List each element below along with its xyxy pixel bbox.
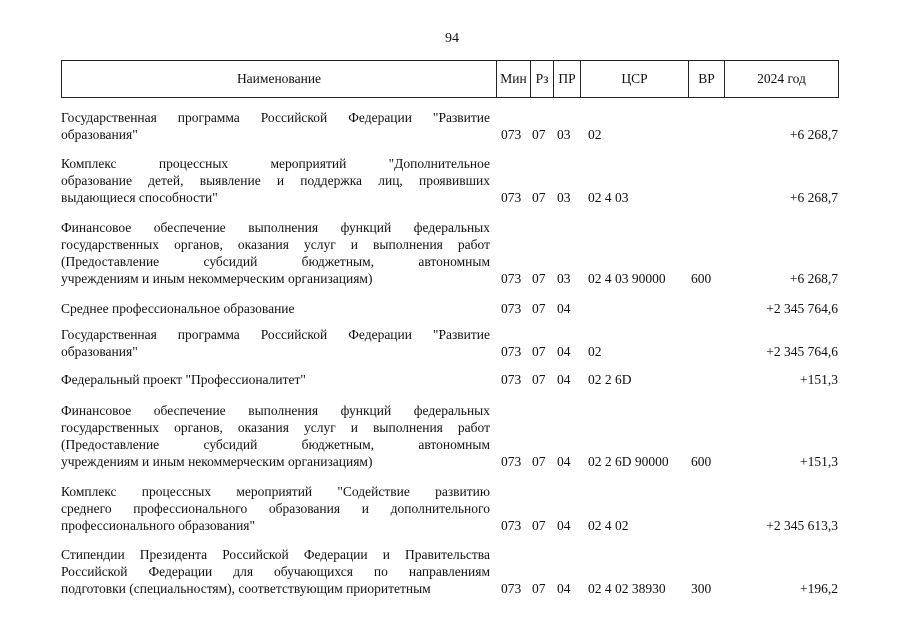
cell-amount: +2 345 764,6 [766, 301, 838, 316]
cell-min: 073 [501, 454, 522, 469]
cell-pr: 03 [557, 190, 571, 205]
row-name [61, 219, 490, 287]
row-name-line: профессионального образования" [61, 518, 256, 533]
cell-csr: 02 4 02 [588, 518, 629, 533]
cell-min: 073 [501, 127, 522, 142]
row-name [61, 326, 490, 360]
cell-min: 073 [501, 190, 522, 205]
cell-vr: 600 [691, 454, 712, 469]
row-name [61, 109, 490, 143]
cell-amount: +151,3 [800, 454, 838, 469]
cell-rz: 07 [532, 344, 546, 359]
cell-min: 073 [501, 518, 522, 533]
row-name-line: Финансовое обеспечение выполнения функций федеральных [61, 220, 490, 235]
cell-rz: 07 [532, 301, 546, 316]
header-name: Наименование [62, 61, 497, 98]
row-name-line: Государственная программа Российской Федерации "Развитие [61, 327, 490, 342]
row-name-line: среднего профессионального образования и дополнительного [61, 501, 490, 516]
row-name-line: (Предоставление субсидий бюджетным, автономным [61, 254, 490, 269]
row-name-line: государственных органов, оказания услуг и выполнения работ [61, 420, 490, 435]
cell-csr: 02 4 03 90000 [588, 271, 666, 286]
cell-pr: 04 [557, 518, 571, 533]
header-vr: ВР [689, 61, 725, 98]
cell-csr: 02 [588, 344, 602, 359]
cell-rz: 07 [532, 271, 546, 286]
cell-rz: 07 [532, 518, 546, 533]
row-name [61, 483, 490, 534]
header-year: 2024 год [725, 61, 839, 98]
cell-pr: 04 [557, 372, 571, 387]
row-name [61, 371, 490, 388]
row-name-line: Среднее профессиональное образование [61, 301, 295, 316]
row-name-line: образования" [61, 344, 138, 359]
cell-csr: 02 [588, 127, 602, 142]
header-min: Мин [497, 61, 531, 98]
row-name [61, 300, 490, 317]
cell-csr: 02 2 6D 90000 [588, 454, 669, 469]
cell-rz: 07 [532, 581, 546, 596]
row-name-line: образования" [61, 127, 138, 142]
cell-amount: +196,2 [800, 581, 838, 596]
header-csr: ЦСР [581, 61, 689, 98]
cell-rz: 07 [532, 372, 546, 387]
cell-vr: 300 [691, 581, 712, 596]
cell-amount: +6 268,7 [789, 190, 838, 205]
cell-min: 073 [501, 271, 522, 286]
cell-csr: 02 4 02 38930 [588, 581, 666, 596]
cell-pr: 04 [557, 344, 571, 359]
cell-min: 073 [501, 301, 522, 316]
row-name-line: Финансовое обеспечение выполнения функций федеральных [61, 403, 490, 418]
cell-csr: 02 2 6D [588, 372, 632, 387]
cell-csr: 02 4 03 [588, 190, 629, 205]
row-name-line: подготовки (специальностям), соответствующим приоритетным [61, 581, 431, 596]
cell-pr: 03 [557, 271, 571, 286]
row-name-line: учреждениям и иным некоммерческим организациям) [61, 271, 373, 286]
cell-rz: 07 [532, 454, 546, 469]
cell-amount: +151,3 [800, 372, 838, 387]
row-name-line: Российской Федерации для обучающихся по направлениям [61, 564, 490, 579]
cell-min: 073 [501, 581, 522, 596]
cell-amount: +2 345 764,6 [766, 344, 838, 359]
cell-pr: 04 [557, 581, 571, 596]
row-name-line: Комплекс процессных мероприятий "Дополнительное [61, 156, 490, 171]
row-name [61, 546, 490, 597]
cell-pr: 03 [557, 127, 571, 142]
cell-min: 073 [501, 344, 522, 359]
row-name-line: Комплекс процессных мероприятий "Содействие развитию [61, 484, 490, 499]
row-name-line: Стипендии Президента Российской Федерации и Правительства [61, 547, 490, 562]
row-name-line: Государственная программа Российской Федерации "Развитие [61, 110, 490, 125]
cell-pr: 04 [557, 454, 571, 469]
row-name [61, 155, 490, 206]
cell-amount: +2 345 613,3 [766, 518, 838, 533]
row-name-line: образование детей, выявление и поддержка лиц, проявивших [61, 173, 490, 188]
header-rz: Рз [531, 61, 554, 98]
cell-rz: 07 [532, 190, 546, 205]
cell-vr: 600 [691, 271, 712, 286]
cell-pr: 04 [557, 301, 571, 316]
row-name-line: выдающиеся способности" [61, 190, 218, 205]
header-pr: ПР [554, 61, 581, 98]
page-number: 94 [445, 31, 459, 46]
cell-rz: 07 [532, 127, 546, 142]
cell-amount: +6 268,7 [789, 127, 838, 142]
row-name-line: (Предоставление субсидий бюджетным, автономным [61, 437, 490, 452]
cell-amount: +6 268,7 [789, 271, 838, 286]
cell-min: 073 [501, 372, 522, 387]
row-name-line: государственных органов, оказания услуг и выполнения работ [61, 237, 490, 252]
row-name [61, 402, 490, 470]
row-name-line: учреждениям и иным некоммерческим организациям) [61, 454, 373, 469]
row-name-line: Федеральный проект "Профессионалитет" [61, 372, 306, 387]
